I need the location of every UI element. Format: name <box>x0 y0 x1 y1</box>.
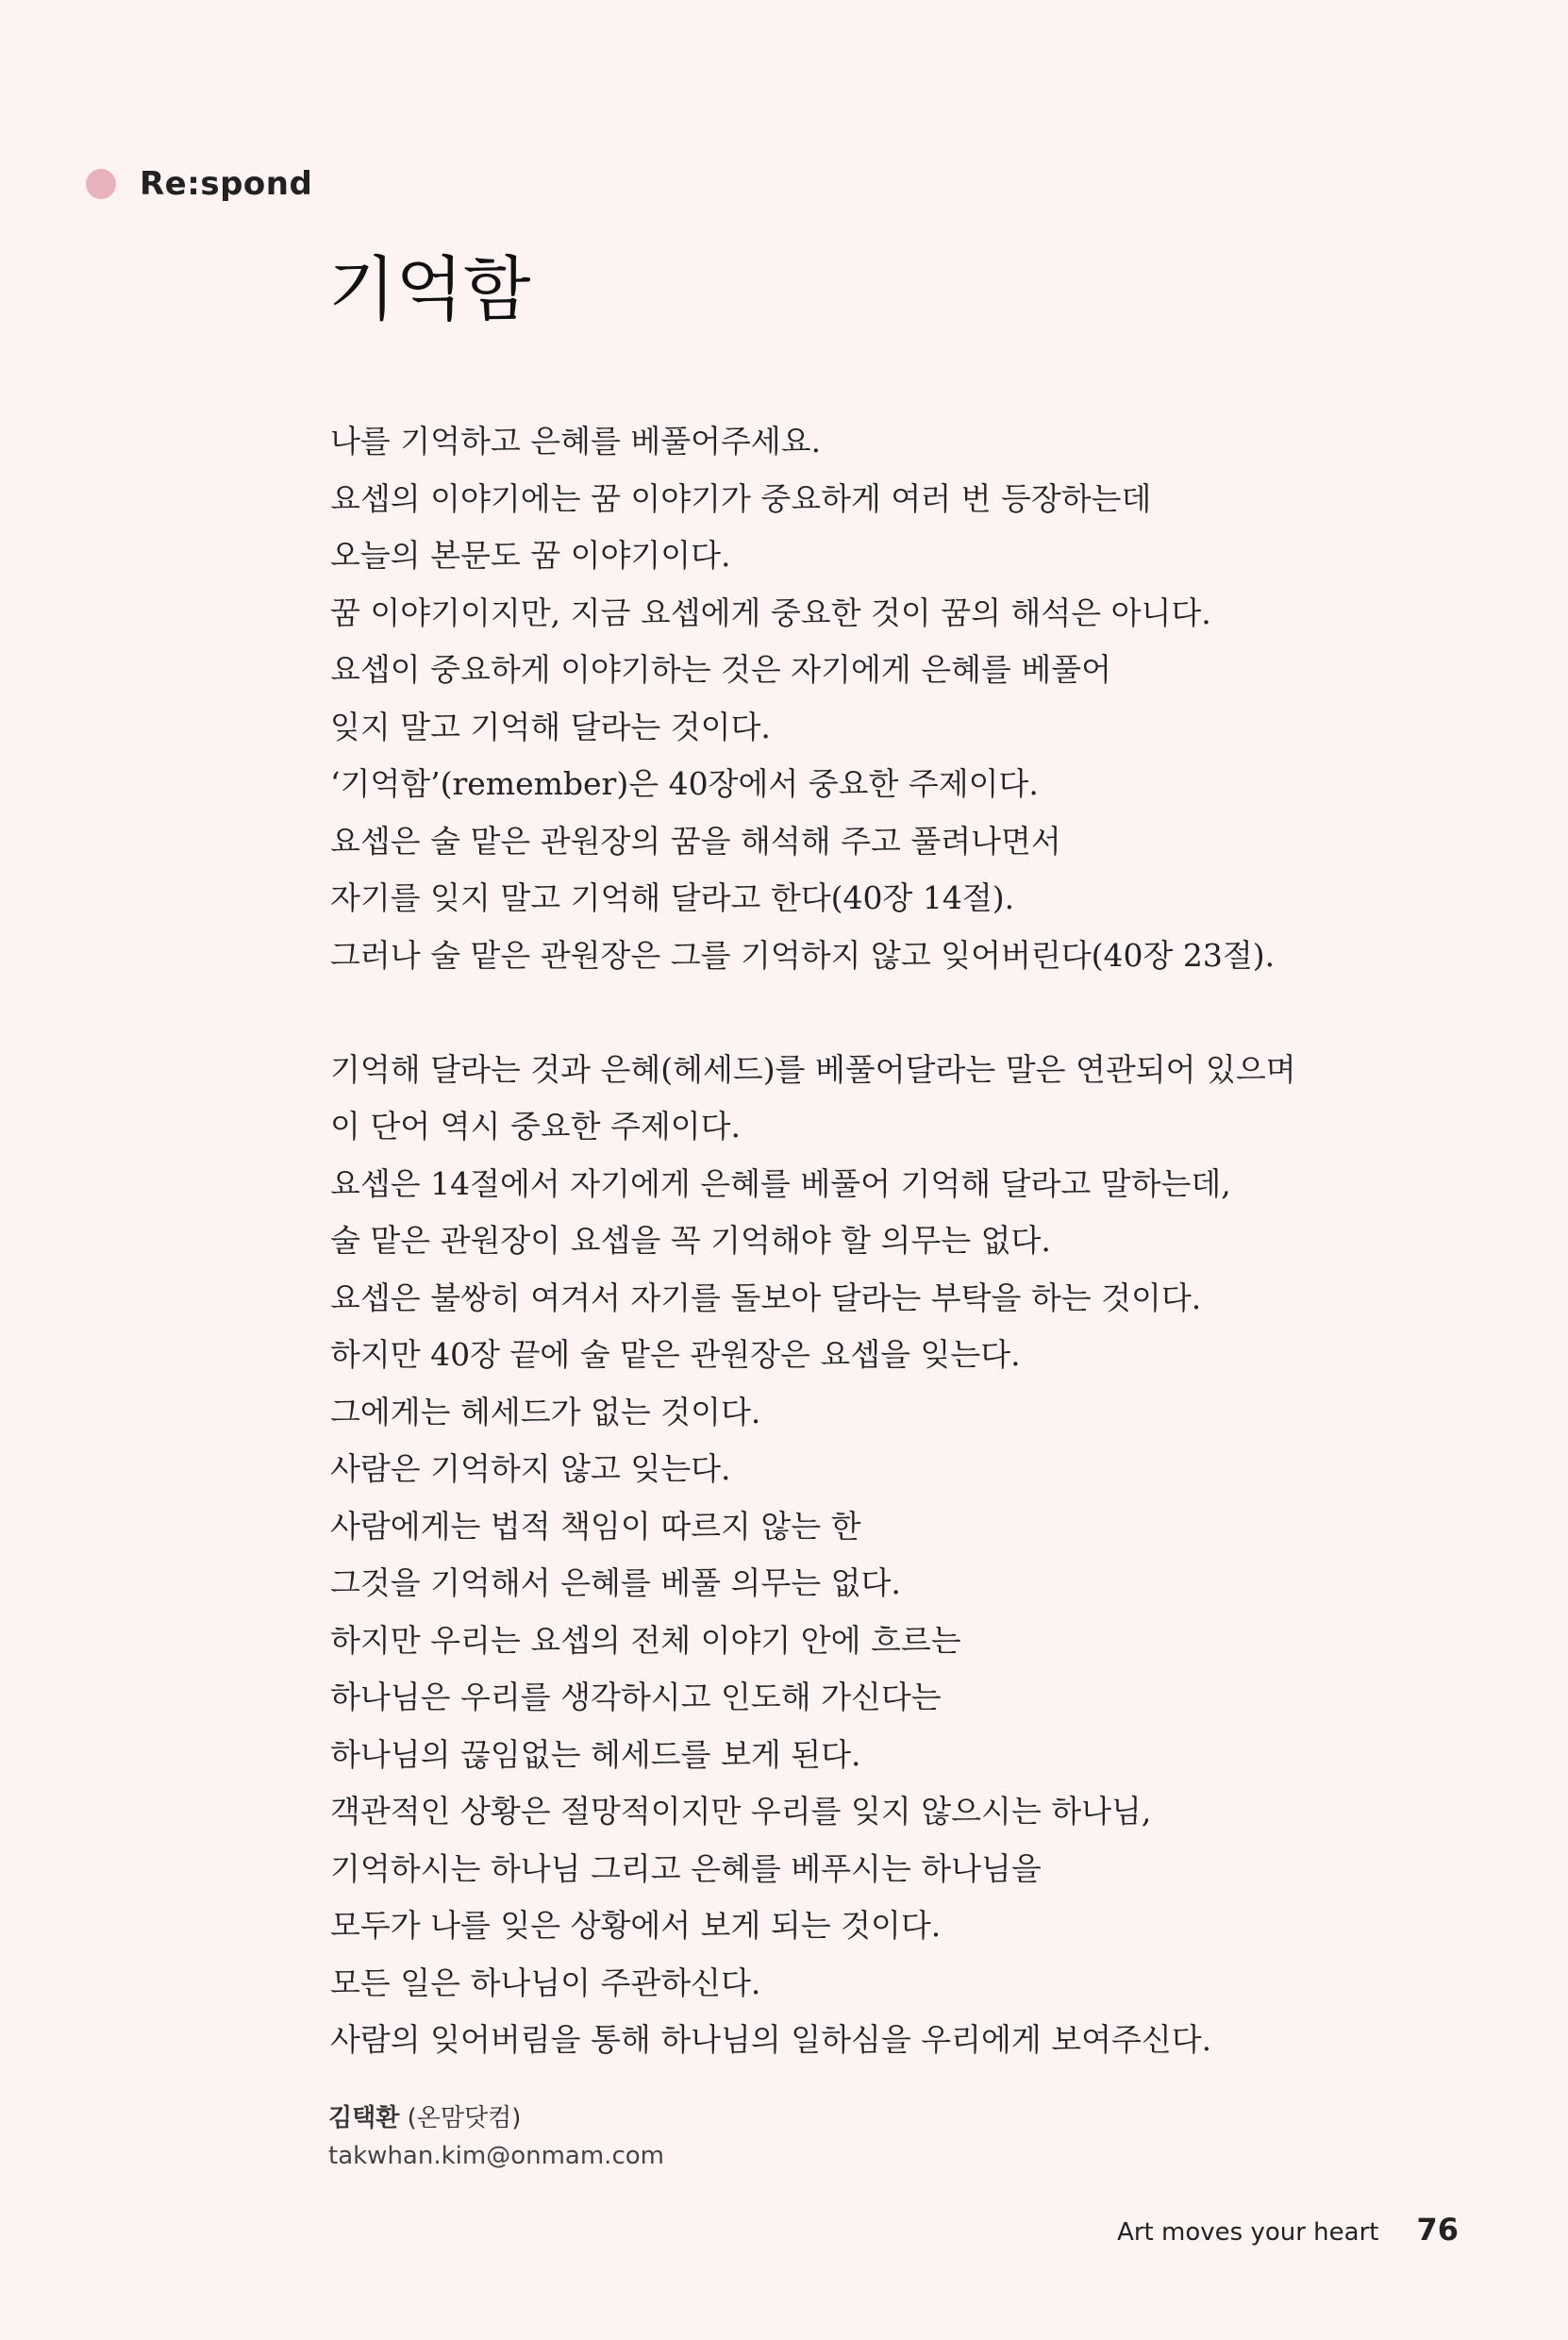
text-line: 꿈 이야기이지만, 지금 요셉에게 중요한 것이 꿈의 해석은 아니다. <box>330 593 1211 631</box>
magazine-tagline: Art moves your heart <box>1117 2218 1379 2247</box>
section-tag <box>86 165 312 203</box>
article-title: 기억함 <box>328 249 531 330</box>
author-row <box>328 2099 664 2137</box>
article-body <box>330 413 1321 2069</box>
text-line: 요셉은 14절에서 자기에게 은혜를 베풀어 기억해 달라고 말하는데, <box>330 1164 1231 1202</box>
author-organization: (온맘닷컴) <box>399 2104 522 2132</box>
text-line: 모든 일은 하나님이 주관하신다. <box>330 1964 761 2001</box>
text-line: 이 단어 역시 중요한 주제이다. <box>330 1108 741 1145</box>
section-dot-icon <box>86 169 116 199</box>
paragraph-1 <box>330 413 1321 984</box>
page-number: 76 <box>1416 2212 1459 2248</box>
text-line: 사람에게는 법적 책임이 따르지 않는 한 <box>330 1507 861 1545</box>
section-label: Re:spond <box>140 165 313 203</box>
paragraph-2 <box>330 1042 1321 2069</box>
text-line: 나를 기억하고 은혜를 베풀어주세요. <box>330 423 822 460</box>
text-line: 잊지 말고 기억해 달라는 것이다. <box>330 708 771 745</box>
text-line: 객관적인 상황은 절망적이지만 우리를 잊지 않으시는 하나님, <box>330 1793 1152 1830</box>
text-line: 하지만 40장 끝에 술 맡은 관원장은 요셉을 잊는다. <box>330 1336 1021 1373</box>
text-line: 기억해 달라는 것과 은혜(헤세드)를 베풀어달라는 말은 연관되어 있으며 <box>330 1050 1296 1088</box>
text-line: 그에게는 헤세드가 없는 것이다. <box>330 1393 761 1430</box>
text-line: 기억하시는 하나님 그리고 은혜를 베푸시는 하나님을 <box>330 1849 1042 1887</box>
text-line: 요셉의 이야기에는 꿈 이야기가 중요하게 여러 번 등장하는데 <box>330 479 1152 517</box>
text-line: 하지만 우리는 요셉의 전체 이야기 안에 흐르는 <box>330 1621 961 1659</box>
text-line: 요셉은 술 맡은 관원장의 꿈을 해석해 주고 풀려나면서 <box>330 822 1061 860</box>
byline <box>328 2099 664 2175</box>
text-line: 사람은 기억하지 않고 잊는다. <box>330 1450 731 1487</box>
text-line: 술 맡은 관원장이 요셉을 꼭 기억해야 할 의무는 없다. <box>330 1222 1051 1259</box>
text-line: 하나님의 끊임없는 헤세드를 보게 된다. <box>330 1735 861 1773</box>
text-line: ‘기억함’(remember)은 40장에서 중요한 주제이다. <box>330 765 1039 802</box>
text-line: 모두가 나를 잊은 상황에서 보게 되는 것이다. <box>330 1907 942 1944</box>
text-line: 사람의 잊어버림을 통해 하나님의 일하심을 우리에게 보여주신다. <box>330 2021 1212 2058</box>
text-line: 오늘의 본문도 꿈 이야기이다. <box>330 537 731 574</box>
text-line: 그러나 술 맡은 관원장은 그를 기억하지 않고 잊어버린다(40장 23절). <box>330 936 1276 974</box>
page-footer <box>1117 2212 1459 2248</box>
text-line: 요셉이 중요하게 이야기하는 것은 자기에게 은혜를 베풀어 <box>330 651 1112 688</box>
text-line: 자기를 잊지 말고 기억해 달라고 한다(40장 14절). <box>330 879 1015 916</box>
text-line: 하나님은 우리를 생각하시고 인도해 가신다는 <box>330 1679 942 1715</box>
author-email: takwhan.kim@onmam.com <box>328 2142 664 2170</box>
text-line: 요셉은 불쌍히 여겨서 자기를 돌보아 달라는 부탁을 하는 것이다. <box>330 1279 1202 1316</box>
text-line: 그것을 기억해서 은혜를 베풀 의무는 없다. <box>330 1564 901 1601</box>
author-name: 김택환 <box>328 2104 400 2132</box>
